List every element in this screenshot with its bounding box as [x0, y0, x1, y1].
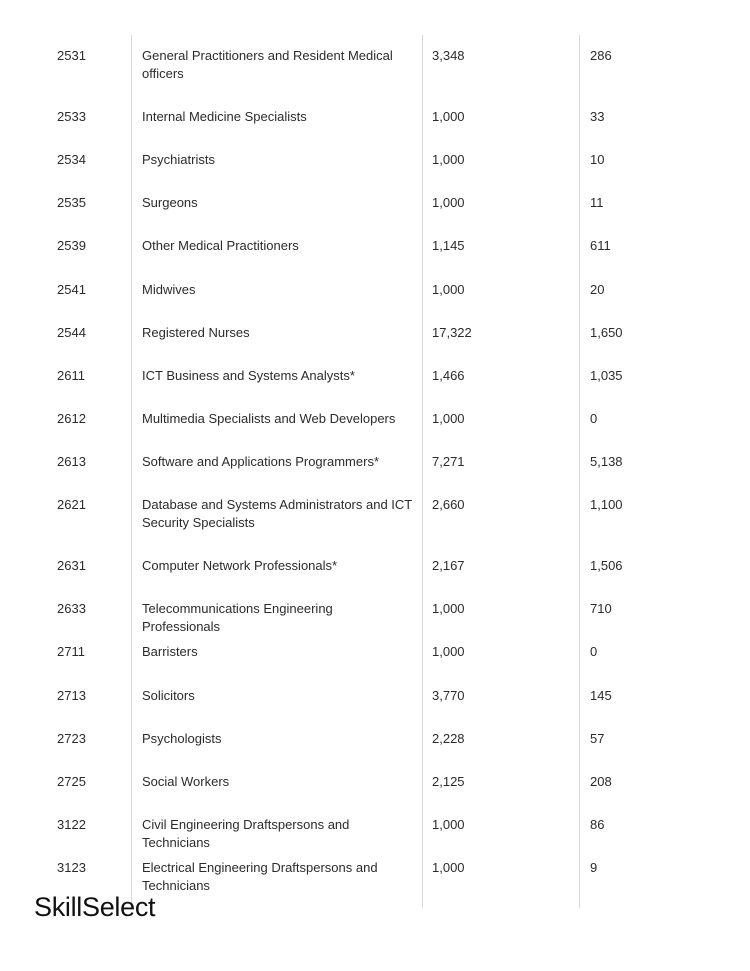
- value-cell: 145: [590, 688, 612, 703]
- value-cell: 1,466: [432, 368, 465, 383]
- value-cell: 5,138: [590, 454, 623, 469]
- value-cell: 11: [590, 195, 604, 210]
- value-cell: 2,228: [432, 731, 465, 746]
- value-cell: 33: [590, 109, 605, 124]
- occupation-name: Solicitors: [142, 688, 195, 703]
- value-cell: 2,167: [432, 558, 465, 573]
- value-cell: 1,000: [432, 411, 465, 426]
- occupation-code: 2611: [57, 368, 85, 383]
- brand-label: SkillSelect: [34, 892, 156, 922]
- occupation-name: Telecommunications Engineering Professionals: [142, 601, 333, 634]
- occupation-name: Internal Medicine Specialists: [142, 109, 307, 124]
- occupation-code: 2621: [57, 497, 86, 512]
- value-cell: 1,506: [590, 558, 623, 573]
- occupation-code: 2539: [57, 238, 86, 253]
- value-cell: 1,100: [590, 497, 623, 512]
- occupation-code: 2534: [57, 152, 86, 167]
- value-cell: 1,000: [432, 817, 465, 832]
- occupation-name: General Practitioners and Resident Medical officers: [142, 48, 393, 81]
- occupation-code: 3122: [57, 817, 86, 832]
- occupation-name: Midwives: [142, 282, 196, 297]
- occupation-code: 2612: [57, 411, 86, 426]
- occupation-name: Civil Engineering Draftspersons and Technicians: [142, 817, 350, 850]
- occupation-code: 2723: [57, 731, 86, 746]
- occupation-name: Electrical Engineering Draftspersons and Technicians: [142, 860, 378, 893]
- occupation-table: [0, 35, 750, 908]
- occupation-code: 2544: [57, 325, 86, 340]
- value-cell: 1,000: [432, 109, 465, 124]
- occupation-code: 2535: [57, 195, 86, 210]
- occupation-code: 2713: [57, 688, 86, 703]
- value-cell: 3,348: [432, 48, 465, 63]
- value-cell: 208: [590, 774, 612, 789]
- value-cell: 710: [590, 601, 612, 616]
- value-cell: 3,770: [432, 688, 465, 703]
- occupation-name: Multimedia Specialists and Web Developers: [142, 411, 396, 426]
- occupation-code: 2533: [57, 109, 86, 124]
- occupation-code: 2725: [57, 774, 86, 789]
- occupation-name: Psychiatrists: [142, 152, 215, 167]
- occupation-name: Software and Applications Programmers*: [142, 454, 380, 469]
- value-cell: 1,650: [590, 325, 623, 340]
- value-cell: 1,035: [590, 368, 623, 383]
- value-cell: 1,000: [432, 282, 465, 297]
- value-cell: 286: [590, 48, 612, 63]
- value-cell: 20: [590, 282, 605, 297]
- occupation-name: Surgeons: [142, 195, 198, 210]
- value-cell: 1,000: [432, 860, 465, 875]
- occupation-code: 2631: [57, 558, 86, 573]
- value-cell: 9: [590, 860, 598, 875]
- occupation-code: 2613: [57, 454, 86, 469]
- value-cell: 86: [590, 817, 605, 832]
- occupation-code: 2633: [57, 601, 86, 616]
- value-cell: 0: [590, 411, 598, 426]
- occupation-code: 3123: [57, 860, 86, 875]
- value-cell: 1,145: [432, 238, 465, 253]
- value-cell: 57: [590, 731, 605, 746]
- occupation-code: 2541: [57, 282, 86, 297]
- occupation-code: 2711: [57, 644, 85, 659]
- occupation-name: Barristers: [142, 644, 198, 659]
- value-cell: 2,125: [432, 774, 465, 789]
- value-cell: 1,000: [432, 601, 465, 616]
- value-cell: 0: [590, 644, 598, 659]
- value-cell: 10: [590, 152, 605, 167]
- value-cell: 611: [590, 238, 611, 253]
- value-cell: 17,322: [432, 325, 472, 340]
- occupation-name: Database and Systems Administrators and ICT Security Specialists: [142, 497, 412, 530]
- value-cell: 1,000: [432, 644, 465, 659]
- occupation-name: Psychologists: [142, 731, 222, 746]
- occupation-name: Social Workers: [142, 774, 230, 789]
- value-cell: 2,660: [432, 497, 465, 512]
- value-cell: 1,000: [432, 152, 465, 167]
- occupation-name: ICT Business and Systems Analysts*: [142, 368, 355, 383]
- occupation-name: Registered Nurses: [142, 325, 250, 340]
- occupation-name: Computer Network Professionals*: [142, 558, 338, 573]
- column-divider: [579, 35, 580, 908]
- column-divider: [422, 35, 423, 908]
- occupation-code: 2531: [57, 48, 86, 63]
- occupation-name: Other Medical Practitioners: [142, 238, 299, 253]
- column-divider: [131, 35, 132, 908]
- value-cell: 7,271: [432, 454, 465, 469]
- value-cell: 1,000: [432, 195, 465, 210]
